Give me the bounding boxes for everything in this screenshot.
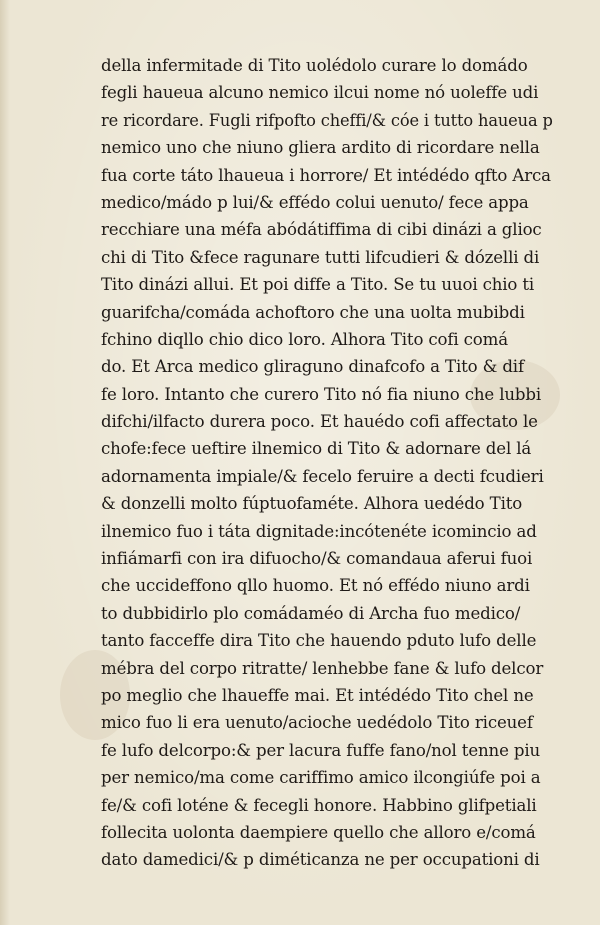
text-line: mébra del corpo ritratte/ lenhebbe fane & lufo delcor (101, 658, 544, 678)
text-line: Tito dinázi allui. Et poi diffe a Tito. Se tu uuoi chio ti (101, 275, 535, 295)
text-line: fe loro. Intanto che curero Tito nó fia niuno che lubbi (101, 384, 542, 404)
text-line: fe lufo delcorpo:& per lacura fuffe fano/nol tenne piu (101, 740, 541, 760)
text-line: recchiare una méfa abódátiffima di cibi dinázi a glioc (101, 220, 542, 240)
text-line: medico/mádo p lui/& effédo colui uenuto/ fece appa (101, 192, 529, 212)
text-line: & donzelli molto fúptuofaméte. Alhora uedédo Tito (101, 494, 523, 514)
page-edge-shadow (0, 0, 10, 925)
text-line: chi di Tito &fece ragunare tutti lifcudieri & dózelli di (101, 247, 540, 267)
text-line: fua corte táto lhaueua i horrore/ Et intédédo qfto Arca (101, 165, 551, 185)
text-line: della infermitade di Tito uolédolo curare lo domádo (101, 56, 528, 75)
text-line: difchi/ilfacto durera poco. Et hauédo cofi affectato le (101, 412, 538, 432)
text-line: che uccideffono qllo huomo. Et nó effédo niuno ardi (101, 576, 530, 596)
text-line: do. Et Arca medico gliraguno dinafcofo a Tito & dif (101, 357, 524, 377)
text-line: fchino diqllo chio dico loro. Alhora Tito cofi comá (101, 329, 508, 349)
text-line: infiámarfi con ira difuocho/& comandaua aferui fuoi (101, 549, 533, 569)
text-line: ilnemico fuo i táta dignitade:incótenéte icomincio ad (101, 521, 537, 541)
text-line: nemico uno che niuno gliera ardito di ricordare nella (101, 138, 540, 158)
text-line: re ricordare. Fugli rifpofto cheffi/& cóe i tutto haueua p (101, 110, 553, 130)
text-line: follecita uolonta daempiere quello che alloro e/comá (101, 822, 536, 842)
text-line: fe/& cofi loténe & fecegli honore. Habbino glifpetiali (101, 795, 537, 815)
text-line: dato damedici/& p diméticanza ne per occupationi di (101, 850, 540, 870)
text-line: chofe:fece ueftire ilnemico di Tito & adornare del lá (101, 439, 532, 459)
text-line: po meglio che lhaueffe mai. Et intédédo Tito chel ne (101, 685, 534, 705)
text-line: mico fuo li era uenuto/acioche uedédolo Tito riceuef (101, 713, 533, 733)
text-line: per nemico/ma come cariffimo amico ilcongiúfe poi a (101, 768, 541, 788)
text-line: fegli haueua alcuno nemico ilcui nome nó uoleffe udi (101, 83, 539, 103)
text-line: adornamenta impiale/& fecelo feruire a decti fcudieri (101, 466, 544, 486)
text-line: to dubbidirlo plo comádaméo di Archa fuo medico/ (101, 603, 521, 623)
text-block (101, 52, 561, 874)
text-line: tanto facceffe dira Tito che hauendo pduto lufo delle (101, 631, 537, 651)
text-line: guarifcha/comáda achoftoro che una uolta mubibdi (101, 302, 525, 322)
